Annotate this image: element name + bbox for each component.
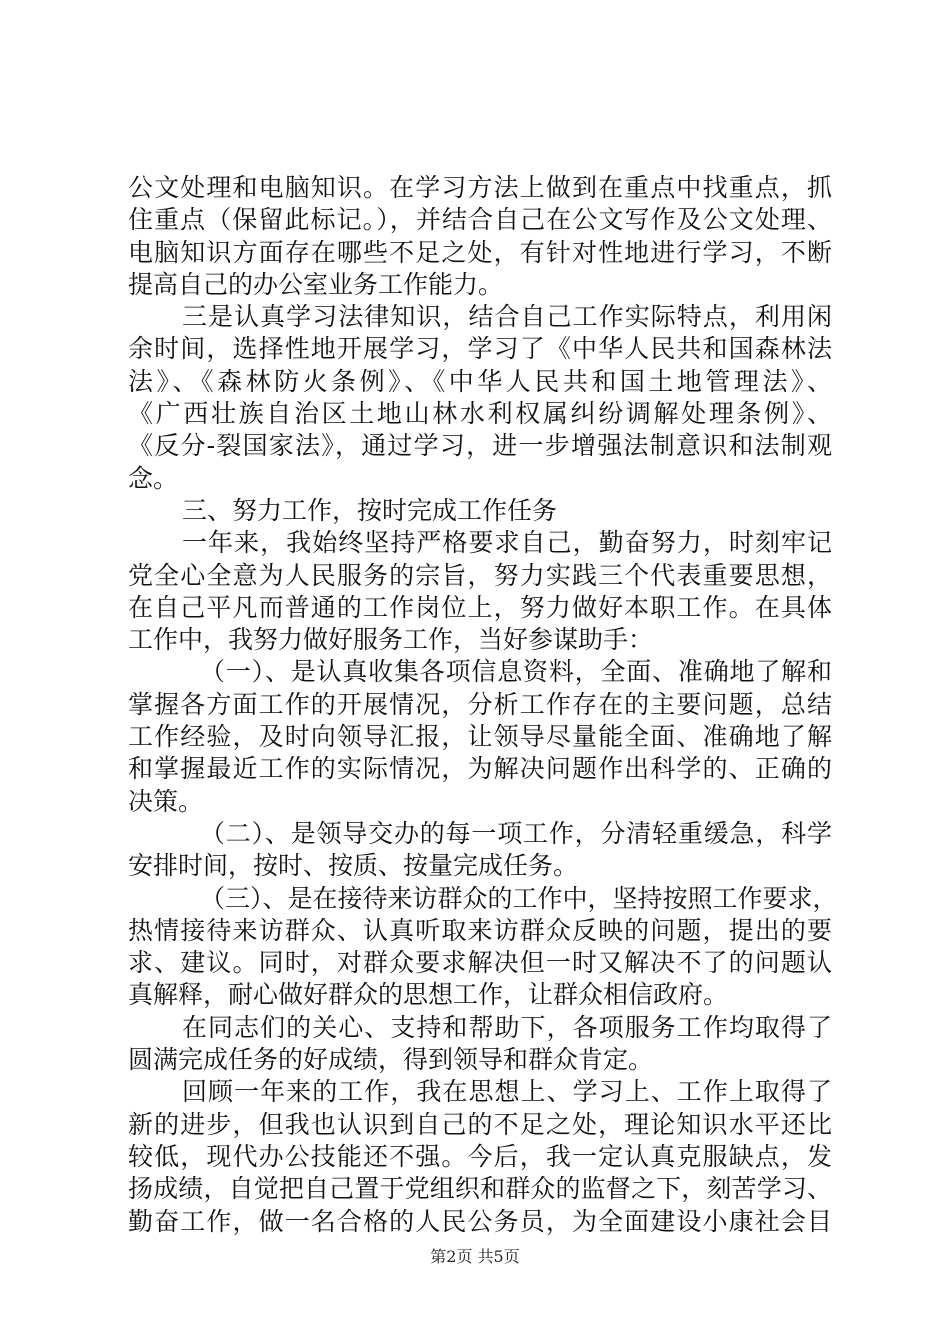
text-line: （三）、是在接待来访群众的工作中，坚持按照工作要求， <box>200 883 838 913</box>
section-heading: 三、努力工作，按时完成工作任务 <box>182 495 558 525</box>
text-line: 住重点（保留此标记。），并结合自己在公文写作及公文处理、 <box>128 205 832 235</box>
page-number-footer: 第2页 共5页 <box>430 1247 520 1266</box>
text-line: 三是认真学习法律知识，结合自己工作实际特点，利用闲 <box>182 302 832 332</box>
text-line: 安排时间，按时、按质、按量完成任务。 <box>128 851 579 881</box>
text-line: 勤奋工作，做一名合格的人民公务员，为全面建设小康社会目 <box>128 1206 832 1236</box>
text-line: （一）、是认真收集各项信息资料，全面、准确地了解和 <box>200 657 832 687</box>
text-line: 回顾一年来的工作，我在思想上、学习上、工作上取得了 <box>182 1077 832 1107</box>
text-line: 《反分-裂国家法》，通过学习，进一步增强法制意识和法制观 <box>128 431 832 461</box>
text-line: 电脑知识方面存在哪些不足之处，有针对性地进行学习，不断 <box>128 237 832 267</box>
text-line: 念。 <box>128 463 179 493</box>
text-line: 党全心全意为人民服务的宗旨，努力实践三个代表重要思想， <box>128 560 832 590</box>
text-line: 决策。 <box>128 786 204 816</box>
text-line: 法》、《森林防火条例》、《中华人民共和国土地管理法》、 <box>128 366 832 396</box>
text-line: 扬成绩，自觉把自己置于党组织和群众的监督之下，刻苦学习、 <box>128 1174 832 1204</box>
text-line: （二）、是领导交办的每一项工作，分清轻重缓急，科学 <box>200 818 832 848</box>
text-line: 掌握各方面工作的开展情况，分析工作存在的主要问题，总结 <box>128 689 832 719</box>
text-line: 热情接待来访群众、认真听取来访群众反映的问题，提出的要 <box>128 915 832 945</box>
text-line: 工作中，我努力做好服务工作，当好参谋助手： <box>128 625 654 655</box>
text-line: 真解释，耐心做好群众的思想工作，让群众相信政府。 <box>128 980 729 1010</box>
text-line: 公文处理和电脑知识。在学习方法上做到在重点中找重点，抓 <box>128 173 832 202</box>
text-line: 工作经验，及时向领导汇报，让领导尽量能全面、准确地了解 <box>128 722 832 752</box>
text-line: 《广西壮族自治区土地山林水利权属纠纷调解处理条例》、 <box>128 399 832 429</box>
text-line: 在自己平凡而普通的工作岗位上，努力做好本职工作。在具体 <box>128 592 832 622</box>
text-line: 余时间，选择性地开展学习，学习了《中华人民共和国森林法 <box>128 334 832 364</box>
text-line: 圆满完成任务的好成绩，得到领导和群众肯定。 <box>128 1045 654 1075</box>
document-body <box>128 172 838 1238</box>
text-line: 一年来，我始终坚持严格要求自己，勤奋努力，时刻牢记 <box>182 528 832 558</box>
text-line: 新的进步，但我也认识到自己的不足之处，理论知识水平还比 <box>128 1109 832 1139</box>
text-line: 较低，现代办公技能还不强。今后，我一定认真克服缺点，发 <box>128 1141 832 1171</box>
text-line: 求、建议。同时，对群众要求解决但一时又解决不了的问题认 <box>128 948 832 978</box>
text-line: 在同志们的关心、支持和帮助下，各项服务工作均取得了 <box>182 1012 832 1042</box>
text-line: 提高自己的办公室业务工作能力。 <box>128 269 504 299</box>
text-line: 和掌握最近工作的实际情况，为解决问题作出科学的、正确的 <box>128 754 832 784</box>
